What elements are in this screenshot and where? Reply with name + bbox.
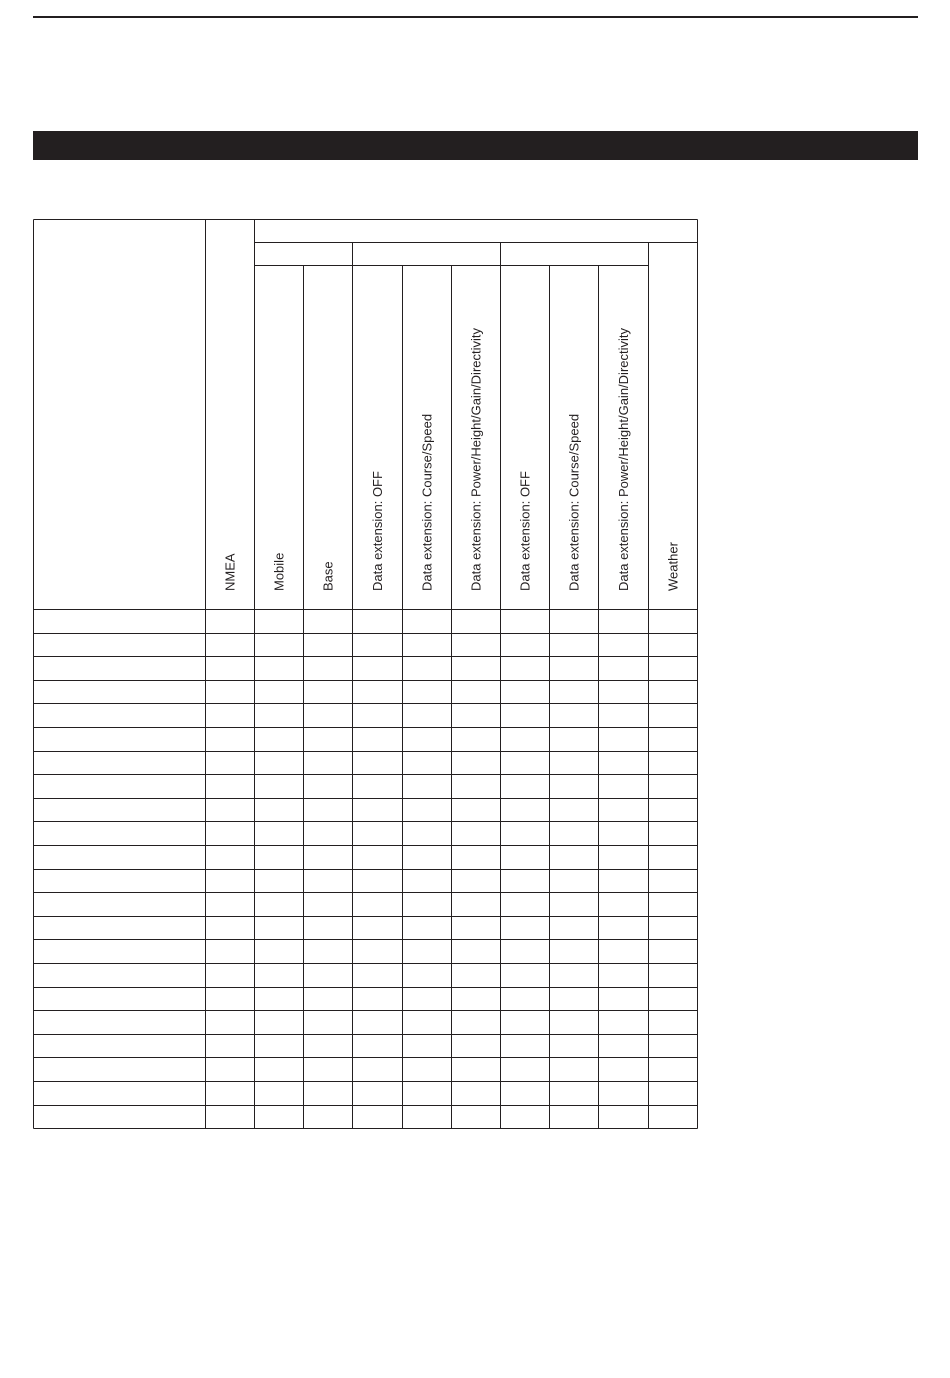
column-header-group2-data-extension-power: Data extension: Power/Height/Gain/Directivity (616, 327, 631, 591)
column-header-base: Base (320, 561, 336, 591)
column-header-mobile: Mobile (271, 552, 287, 591)
column-header-group1-data-extension-course-speed: Data extension: Course/Speed (419, 413, 435, 591)
column-header-group1-data-extension-power: Data extension: Power/Height/Gain/Directivity (468, 327, 484, 591)
column-header-group2-data-extension-course-speed: Data extension: Course/Speed (566, 413, 582, 591)
table-grid-lines (34, 220, 698, 1129)
column-header-group2-data-extension-off: Data extension: OFF (517, 471, 533, 591)
column-header-nmea: NMEA (222, 553, 238, 591)
column-header-weather: Weather (665, 542, 681, 591)
column-header-group1-data-extension-off: Data extension: OFF (370, 471, 385, 591)
